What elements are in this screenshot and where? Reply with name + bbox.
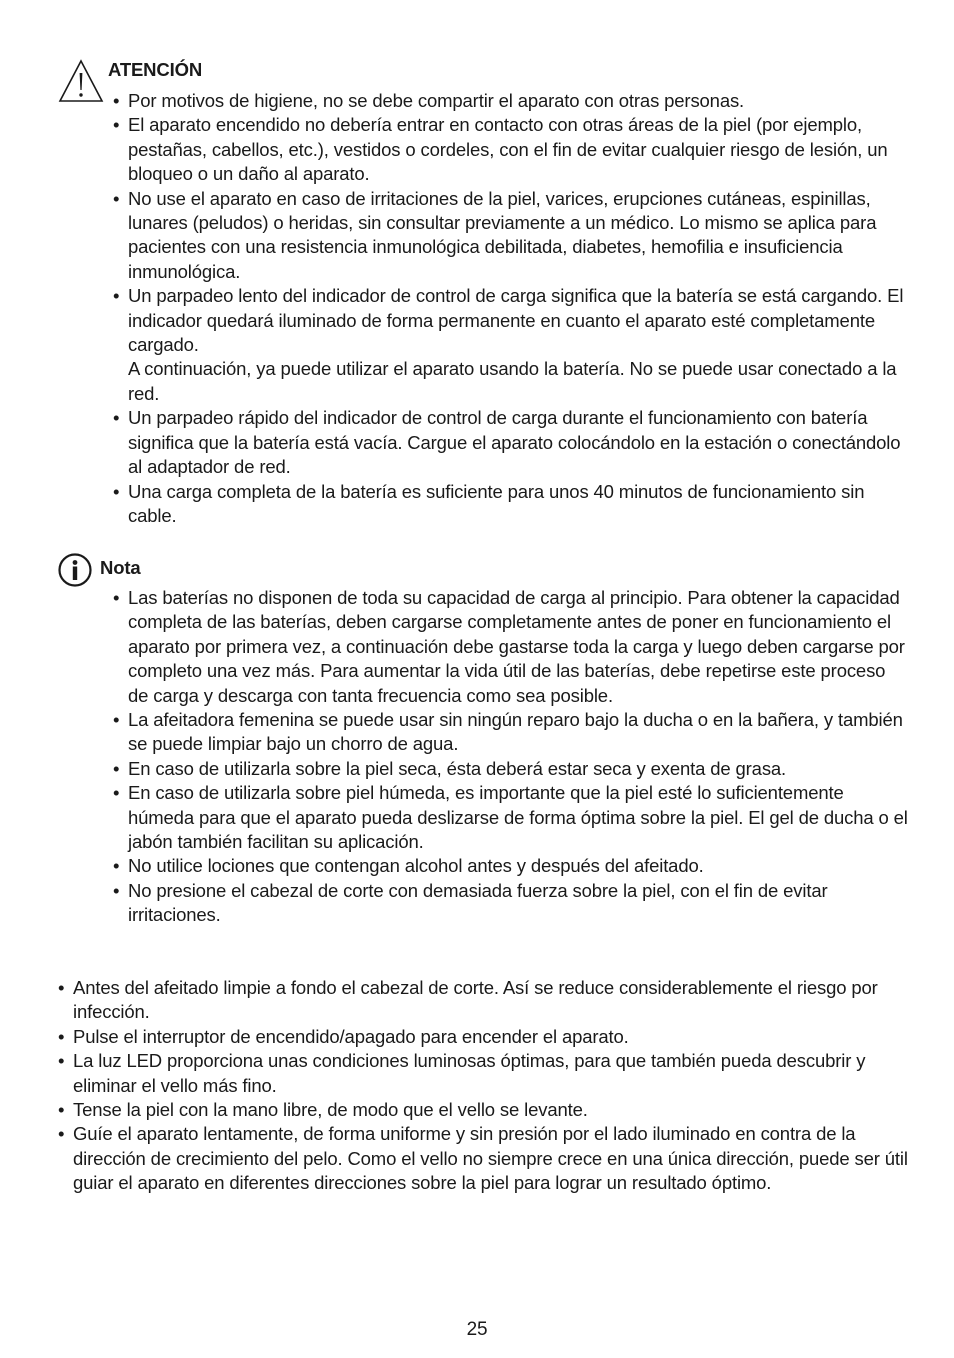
list-item-text: El aparato encendido no debería entrar en contacto con otras áreas de la piel (por ejemplo, pestañas, cabellos, etc.), vestidos o cordeles, con el fin de evitar cualquier riesgo de lesión, un bloqueo o un daño al aparato. [128,114,888,185]
note-list [113,586,908,928]
page-number: 25 [466,1319,488,1340]
bullet: • [58,1099,65,1121]
warning-section [58,57,908,528]
bullet: • [113,587,120,608]
list-item [113,757,908,781]
list-item [113,708,908,757]
list-item [113,781,908,854]
list-item-text: En caso de utilizarla sobre la piel seca, ésta deberá estar seca y exenta de grasa. [128,757,787,779]
list-item [58,1098,908,1122]
list-item-text: Guíe el aparato lentamente, de forma uniforme y sin presión por el lado iluminado en contra de la dirección de crecimiento del pelo. Como el vello no siempre crece en una única dirección, puede ser útil guiar el aparato en diferentes direcciones sobre la piel para lograr un resultado óptimo. [73,1123,908,1194]
usage-steps-section [58,976,908,1196]
bullet: • [113,879,120,901]
bullet: • [113,855,120,877]
list-item [113,113,908,186]
bullet: • [58,1025,65,1047]
list-item [58,1025,908,1049]
list-item [113,480,908,529]
list-item [58,1049,908,1098]
bullet: • [58,1050,65,1072]
bullet: • [113,757,120,779]
list-item-text: Pulse el interruptor de encendido/apagado para encender el aparato. [73,1025,629,1047]
list-item-continuation: A continuación, ya puede utilizar el aparato usando la batería. No se puede usar conectado a la red. [128,358,897,404]
warning-triangle-icon [58,59,104,109]
list-item [113,586,908,708]
bullet: • [113,187,120,209]
list-item [58,976,908,1025]
list-item-text: En caso de utilizarla sobre piel húmeda, es importante que la piel esté lo suficientemente húmeda para que el aparato pueda deslizarse de forma óptima sobre la piel. El gel de ducha o el jabón también facilitan su aplicación. [128,782,908,853]
list-item-text: No utilice lociones que contengan alcohol antes y después del afeitado. [128,855,704,877]
bullet: • [58,1123,65,1145]
warning-heading: ATENCIÓN [108,59,203,80]
list-item [113,187,908,285]
list-item [113,406,908,479]
bullet: • [113,407,120,429]
list-item-text: La afeitadora femenina se puede usar sin ningún reparo bajo la ducha o en la bañera, y también se puede limpiar bajo un chorro de agua. [128,709,903,755]
list-item-text: Un parpadeo lento del indicador de control de carga significa que la batería se está cargando. El indicador quedará iluminado de forma permanente en cuanto el aparato esté completamente cargado. [128,285,904,356]
list-item [58,1122,908,1195]
note-section [58,555,908,928]
bullet: • [113,782,120,804]
list-item-text: Un parpadeo rápido del indicador de control de carga durante el funcionamiento con batería significa que la batería está vacía. Cargue el aparato colocándolo en la estación o conectándolo al adaptador de red. [128,407,901,478]
list-item-text: La luz LED proporciona unas condiciones luminosas óptimas, para que también pueda descubrir y eliminar el vello más fino. [73,1050,866,1096]
note-heading: Nota [100,557,141,578]
list-item-text: Una carga completa de la batería es suficiente para unos 40 minutos de funcionamiento sin cable. [128,480,865,526]
bullet: • [58,977,65,998]
bullet: • [113,285,120,307]
list-item-text: Antes del afeitado limpie a fondo el cabezal de corte. Así se reduce considerablemente el riesgo por infección. [73,977,878,1023]
steps-list [58,976,908,1196]
bullet: • [113,709,120,731]
list-item [113,854,908,878]
list-item-text: Las baterías no disponen de toda su capacidad de carga al principio. Para obtener la capacidad completa de las baterías, deben cargarse completamente antes de poner en funcionamiento el aparato por primera vez, a continuación debe gastarse toda la carga y luego deben cargarse por completo una vez más. Para aumentar la vida útil de las baterías, debe repetirse este proceso de carga y descarga con tanta frecuencia como sea posible. [128,587,905,706]
list-item-text: Por motivos de higiene, no se debe compartir el aparato con otras personas. [128,90,745,111]
bullet: • [113,480,120,502]
warning-list [113,89,908,528]
list-item [113,284,908,406]
bullet: • [113,114,120,136]
list-item-text: Tense la piel con la mano libre, de modo que el vello se levante. [73,1099,588,1121]
list-item-text: No use el aparato en caso de irritaciones de la piel, varices, erupciones cutáneas, espinillas, lunares (peludos) o heridas, sin consultar previamente a un médico. Lo mismo se aplica para pacientes con una resistencia inmunológica debilitada, diabetes, hemofilia e insuficiencia inmunológica. [128,187,877,282]
list-item [113,89,908,113]
info-icon [58,553,92,593]
list-item [113,879,908,928]
bullet: • [113,90,120,111]
list-item-text: No presione el cabezal de corte con demasiada fuerza sobre la piel, con el fin de evitar irritaciones. [128,879,828,926]
